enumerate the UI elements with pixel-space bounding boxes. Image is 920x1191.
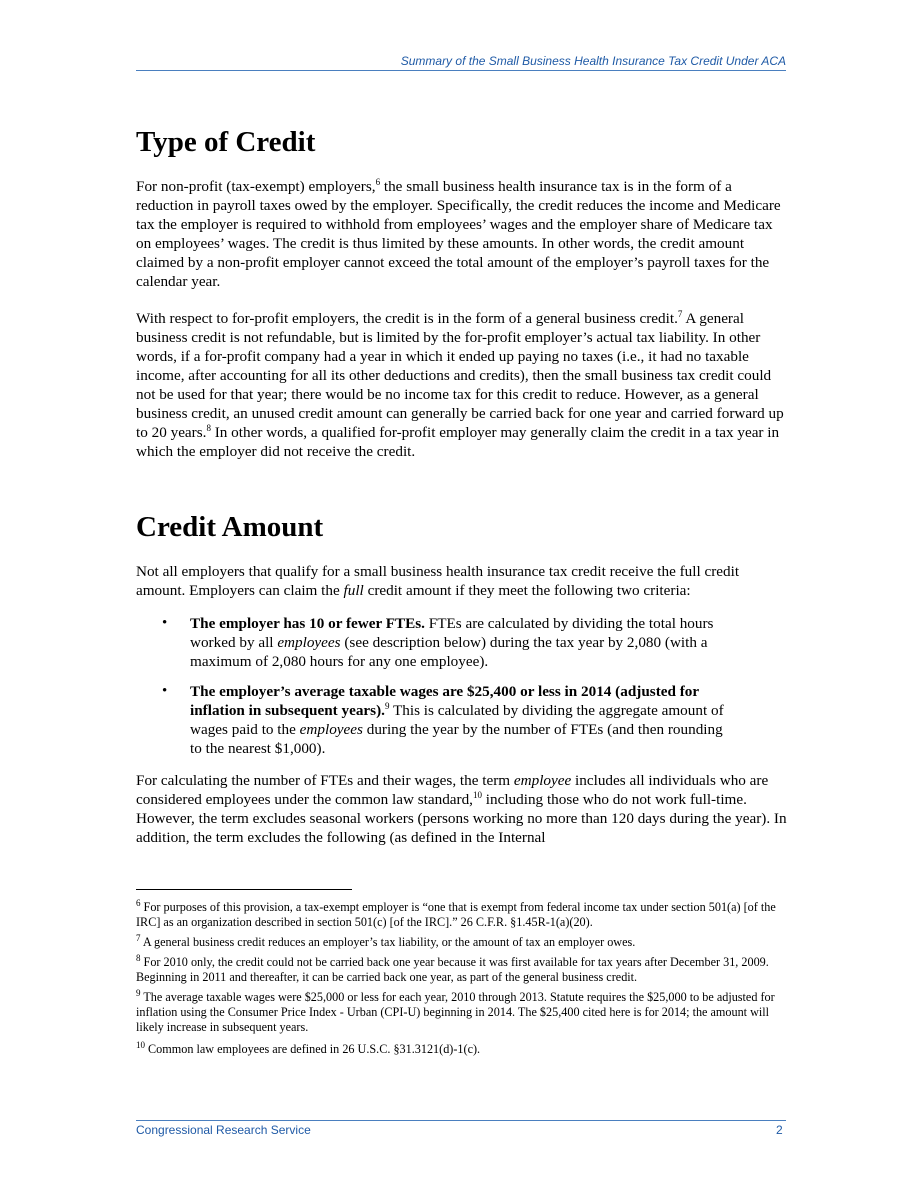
section-heading-type-of-credit: Type of Credit <box>136 126 316 158</box>
footnote-ref-9[interactable]: 9 <box>384 700 390 711</box>
footnote-ref-8[interactable]: 8 <box>206 422 211 433</box>
footnote-9: $^9$ The average taxable wages were $25,000 or less for each year, 2010 through 2013. Statute requires the $25,000 to be adjusted for inflation using the Consumer Price Index - Urban (CPI-U) beginning in 2014. The $25,400 cited here is for 2014; the amount will likely increase in subsequent years. <box>136 987 775 1034</box>
footnote-8: $^8$ For 2010 only, the credit could not be carried back one year because it was first available for tax years after December 31, 2009. Beginning in 2011 and thereafter, it can be carried back one year, as part of the general business credit. <box>136 952 769 984</box>
footnote-ref-10[interactable]: 10 <box>472 789 482 800</box>
header-rule <box>136 70 786 71</box>
footnote-separator <box>136 889 352 890</box>
paragraph-nonprofit: For non-profit (tax-exempt) employers,$^6$ the small business health insurance tax is in the form of a reduction in payroll taxes owed by the employer. Specifically, the credit reduces the income and Medicare tax the employer is required to withhold from employees’ wages and the employer share of Medicare tax on employees’ wages. The credit is thus limited by these amounts. In other words, the credit amount claimed by a non-profit employer cannot exceed the total amount of the employer’s payroll taxes for the calendar year. <box>136 176 781 290</box>
section-heading-credit-amount: Credit Amount <box>136 511 324 543</box>
footnote-10: $^{10}$ Common law employees are defined in 26 U.S.C. §31.3121(d)-1(c). <box>136 1039 481 1056</box>
paragraph-employee-definition: For calculating the number of FTEs and their wages, the term employee includes all individuals who are considered employees under the common law standard,$^{10}$ including those who do not work full-time. However, the term excludes seasonal workers (persons working no more than 120 days during the year). In addition, the term excludes the following (as defined in the Internal <box>136 772 787 846</box>
bullet-marker: • <box>162 683 168 699</box>
bullet-wages-criterion: The employer’s average taxable wages are $25,400 or less in 2014 (adjusted for inflation in subsequent years).$^9$ This is calculated by dividing the aggregate amount of wages paid to the employees during the year by the number of FTEs (and then rounding to the nearest $1,000). <box>190 683 724 757</box>
page-number: 2 <box>776 1123 783 1137</box>
footnote-ref-7[interactable]: 7 <box>677 308 683 319</box>
footer-rule <box>136 1120 786 1121</box>
footer-organization: Congressional Research Service <box>136 1123 311 1137</box>
bullet-fte-criterion: The employer has 10 or fewer FTEs. FTEs are calculated by dividing the total hours worked by all employees (see description below) during the tax year by 2,080 (with a maximum of 2,080 hours for any one employee). <box>190 615 714 670</box>
footnote-7: $^7$ A general business credit reduces an employer’s tax liability, or the amount of tax an employer owes. <box>136 932 636 949</box>
footnote-6: $^6$ For purposes of this provision, a tax-exempt employer is “one that is exempt from federal income tax under section 501(a) [of the IRC] as an organization described in section 501(c) [of the IRC].” 26 C.F.R. §1.45R-1(a)(20). <box>136 897 776 929</box>
running-header: Summary of the Small Business Health Insurance Tax Credit Under ACA <box>400 54 786 68</box>
paragraph-credit-amount-intro: Not all employers that qualify for a small business health insurance tax credit receive the full credit amount. Employers can claim the full credit amount if they meet the following two criteria: <box>136 563 740 599</box>
bullet-marker: • <box>162 615 168 631</box>
paragraph-forprofit: With respect to for-profit employers, the credit is in the form of a general business credit.$^7$ A general business credit is not refundable, but is limited by the for-profit employer’s actual tax liability. In other words, if a for-profit company had a year in which it ended up paying no taxes (i.e., it had no taxable income, after accounting for all its other deductions and credits), then the small business tax credit could not be used for that year; there would be no income tax for this credit to reduce. However, as a general business credit, an unused credit amount can generally be carried back for one year and carried forward up to 20 years.$^8$ In other words, a qualified for-profit employer may generally claim the credit in a tax year in which the employer did not receive the credit. <box>136 308 784 460</box>
footnote-ref-6[interactable]: 6 <box>375 176 381 187</box>
